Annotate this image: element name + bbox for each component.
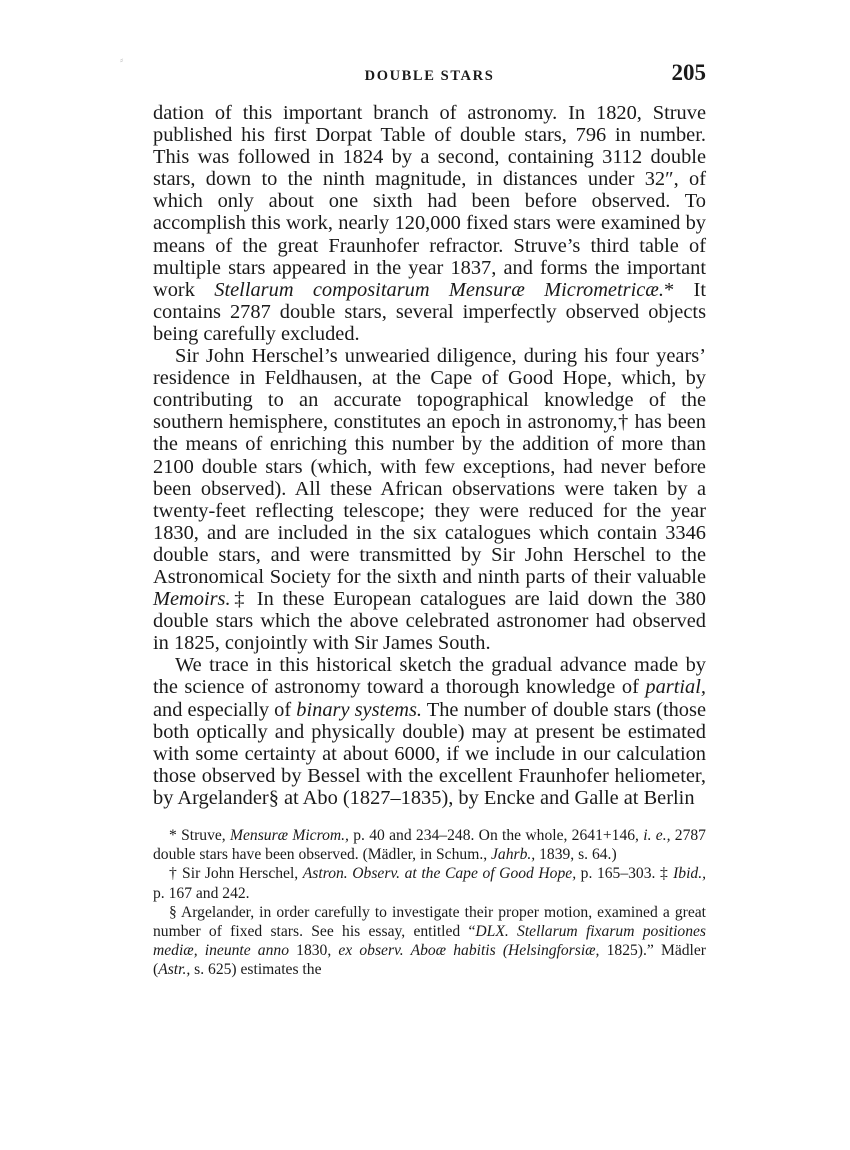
text-run: We trace in this historical sketch the gradual advance made by the science of astronomy toward a thorough knowledge of (153, 654, 706, 699)
italic-text: Ibid., (673, 865, 706, 883)
paragraph (153, 102, 706, 345)
text-run: The number of double stars (those both optically and physically double) may at present be estimated with some certainty at about 6000, if we include in our calculation those observed by Bessel with the excellent Fraunhofer heliometer, by Argelander§ at Abo (1827–1835), by Encke and Galle at Berlin (153, 698, 706, 809)
footnotes (153, 826, 706, 980)
text-run: 1825).” Mädler ( (153, 942, 706, 979)
running-head-title: DOUBLE STARS (364, 68, 495, 84)
italic-text: Stellarum compositarum Mensuræ Micrometricæ. (214, 278, 664, 301)
text-run: ‡ In these European catalogues are laid down the 380 double stars which the above celebrated astronomer had observed in 1825, conjointly with Sir James South. (153, 588, 706, 655)
italic-text: Astr., (158, 961, 191, 979)
page-number: 205 (671, 60, 706, 85)
text-run: and especially of (153, 698, 297, 721)
text-run: p. 165–303. ‡ (576, 865, 674, 883)
italic-text: i. e., (643, 827, 671, 844)
book-page (153, 62, 706, 980)
italic-text: Jahrb., (491, 846, 536, 864)
footnote (153, 826, 706, 864)
text-run: p. 40 and 234–248. On the whole, 2641+146, (348, 827, 644, 844)
stray-mark: ⸗ (120, 55, 124, 66)
paragraph (153, 654, 706, 809)
italic-text: binary systems. (296, 698, 423, 721)
italic-text: Astron. Observ. at the Cape of Good Hope, (302, 865, 577, 883)
text-run: † Sir John Herschel, (169, 865, 303, 883)
italic-text: Memoirs. (153, 588, 231, 611)
italic-text: partial, (645, 676, 706, 699)
text-run: s. 625) estimates the (190, 961, 322, 979)
italic-text: DLX. Stellarum fixarum positiones mediæ, ineunte anno (153, 923, 706, 960)
footnote (153, 864, 706, 902)
text-run: dation of this important branch of astronomy. In 1820, Struve published his first Dorpat Table of double stars, 796 in number. This was followed in 1824 by a second, containing 3112 double stars, down to the ninth magnitude, in distances under 32″, of which only about one sixth had been before observed. To accomplish this work, nearly 120,000 fixed stars were examined by means of the great Fraunhofer refractor. Struve’s third table of multiple stars appeared in the year 1837, and forms the important work (153, 102, 706, 301)
running-head (153, 62, 706, 96)
text-run: 1830, (289, 942, 339, 960)
text-run: § Argelander, in order carefully to investigate their proper motion, examined a great number of fixed stars. See his essay, entitled “ (153, 903, 706, 941)
text-run: 1839, s. 64.) (535, 846, 617, 864)
text-run: * Struve, (169, 827, 230, 844)
italic-text: ex observ. Aboæ habitis (Helsingforsiæ, (338, 942, 600, 960)
body-text (153, 102, 706, 809)
footnote (153, 903, 706, 980)
text-run: 2787 double stars have been observed. (Mädler, in Schum., (153, 827, 706, 864)
italic-text: Mensuræ Microm., (230, 827, 349, 844)
text-run: Sir John Herschel’s unwearied diligence, during his four years’ residence in Feldhausen, at the Cape of Good Hope, which, by contributing to an accurate topographical knowledge of the southern hemisphere, constitutes an epoch in astronomy,† has been the means of enriching this number by the addition of more than 2100 double stars (which, with few exceptions, had never before been observed). All these African observations were taken by a twenty-feet reflecting telescope; they were reduced for the year 1830, and are included in the six catalogues which contain 3346 double stars, and were transmitted by Sir John Herschel to the Astronomical Society for the sixth and ninth parts of their valuable (153, 345, 706, 588)
text-run: * It contains 2787 double stars, several imperfectly observed objects being carefully excluded. (153, 278, 706, 345)
text-run: p. 167 and 242. (153, 884, 250, 902)
paragraph (153, 345, 706, 654)
